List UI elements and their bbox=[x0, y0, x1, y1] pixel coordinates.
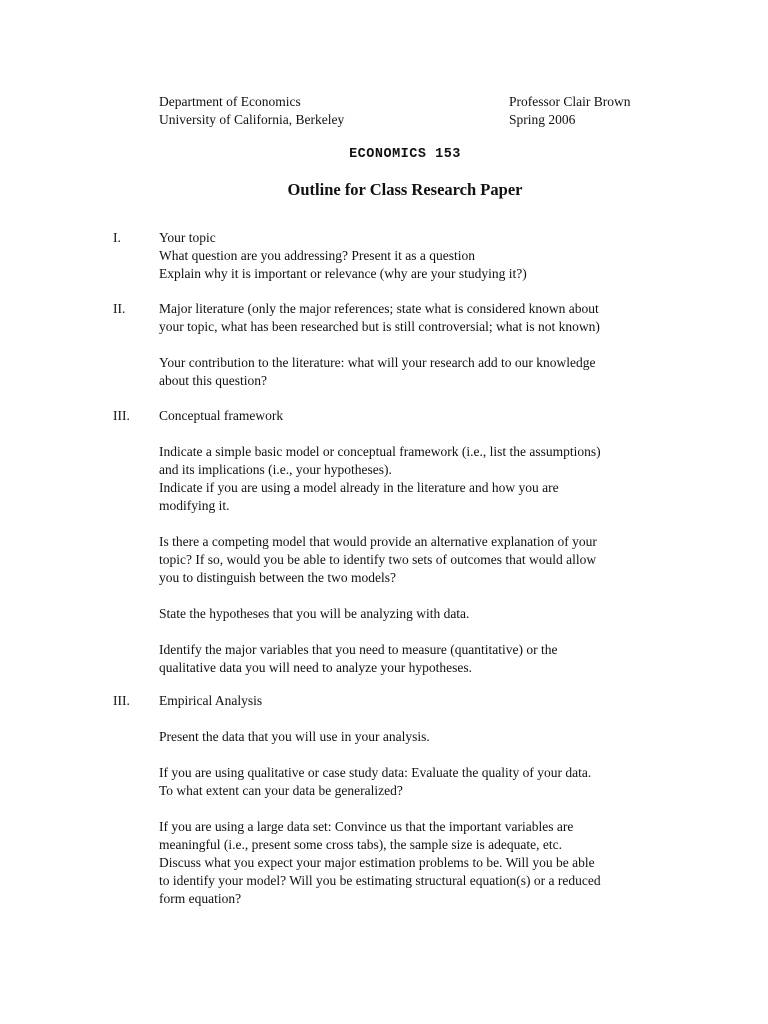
section-numeral: II. bbox=[113, 301, 126, 316]
paragraph-gap bbox=[159, 623, 659, 641]
section-heading: Conceptual framework bbox=[159, 408, 284, 423]
section-line: about this question? bbox=[159, 373, 267, 388]
section-numeral: I. bbox=[113, 230, 121, 245]
section-line: and its implications (i.e., your hypotheses). bbox=[159, 462, 392, 477]
section-line: If you are using a large data set: Convince us that the important variables are bbox=[159, 819, 574, 834]
paragraph-gap bbox=[159, 336, 659, 354]
section-line: Indicate a simple basic model or conceptual framework (i.e., list the assumptions) bbox=[159, 444, 601, 459]
professor-name: Professor Clair Brown bbox=[509, 94, 631, 109]
section-line: topic? If so, would you be able to identify two sets of outcomes that would allow bbox=[159, 552, 597, 567]
letterhead-row-1 bbox=[159, 93, 659, 111]
letterhead bbox=[159, 93, 659, 129]
section-line: Identify the major variables that you need to measure (quantitative) or the bbox=[159, 642, 558, 657]
section-body bbox=[159, 300, 659, 390]
section-line: Discuss what you expect your major estimation problems to be. Will you be able bbox=[159, 855, 595, 870]
paragraph-gap bbox=[159, 746, 659, 764]
section-heading: Empirical Analysis bbox=[159, 693, 263, 708]
section-line: to identify your model? Will you be estimating structural equation(s) or a reduced bbox=[159, 873, 601, 888]
section-line: Major literature (only the major references; state what is considered known about bbox=[159, 301, 599, 316]
section-line: To what extent can your data be generalized? bbox=[159, 783, 403, 798]
section-line: Is there a competing model that would provide an alternative explanation of your bbox=[159, 534, 597, 549]
university-name: University of California, Berkeley bbox=[159, 112, 345, 127]
department-name: Department of Economics bbox=[159, 94, 301, 109]
section-line: If you are using qualitative or case study data: Evaluate the quality of your data. bbox=[159, 765, 592, 780]
section-body bbox=[159, 407, 659, 677]
section-line: Explain why it is important or relevance (why are your studying it?) bbox=[159, 266, 527, 281]
section-line: you to distinguish between the two models? bbox=[159, 570, 396, 585]
section-line: What question are you addressing? Present it as a question bbox=[159, 248, 476, 263]
paragraph-gap bbox=[159, 710, 659, 728]
section-line: Your contribution to the literature: what will your research add to our knowledge bbox=[159, 355, 596, 370]
section-line: Present the data that you will use in your analysis. bbox=[159, 729, 430, 744]
paragraph-gap bbox=[159, 515, 659, 533]
section-heading: Your topic bbox=[159, 230, 216, 245]
page-title: Outline for Class Research Paper bbox=[287, 180, 523, 199]
section-line: Indicate if you are using a model already in the literature and how you are bbox=[159, 480, 559, 495]
section-numeral: III. bbox=[113, 408, 130, 423]
section-body bbox=[159, 692, 659, 908]
section-line: meaningful (i.e., present some cross tabs), the sample size is adequate, etc. bbox=[159, 837, 562, 852]
paragraph-gap bbox=[159, 800, 659, 818]
letterhead-row-2 bbox=[159, 111, 659, 129]
section-line: form equation? bbox=[159, 891, 242, 906]
section-line: your topic, what has been researched but is still controversial; what is not known) bbox=[159, 319, 600, 334]
section-line: qualitative data you will need to analyze your hypotheses. bbox=[159, 660, 473, 675]
section-numeral: III. bbox=[113, 693, 130, 708]
course-code: ECONOMICS 153 bbox=[349, 147, 461, 162]
paragraph-gap bbox=[159, 587, 659, 605]
term: Spring 2006 bbox=[509, 112, 576, 127]
section-line: modifying it. bbox=[159, 498, 230, 513]
section-body bbox=[159, 229, 659, 283]
section-line: State the hypotheses that you will be analyzing with data. bbox=[159, 606, 470, 621]
paragraph-gap bbox=[159, 425, 659, 443]
